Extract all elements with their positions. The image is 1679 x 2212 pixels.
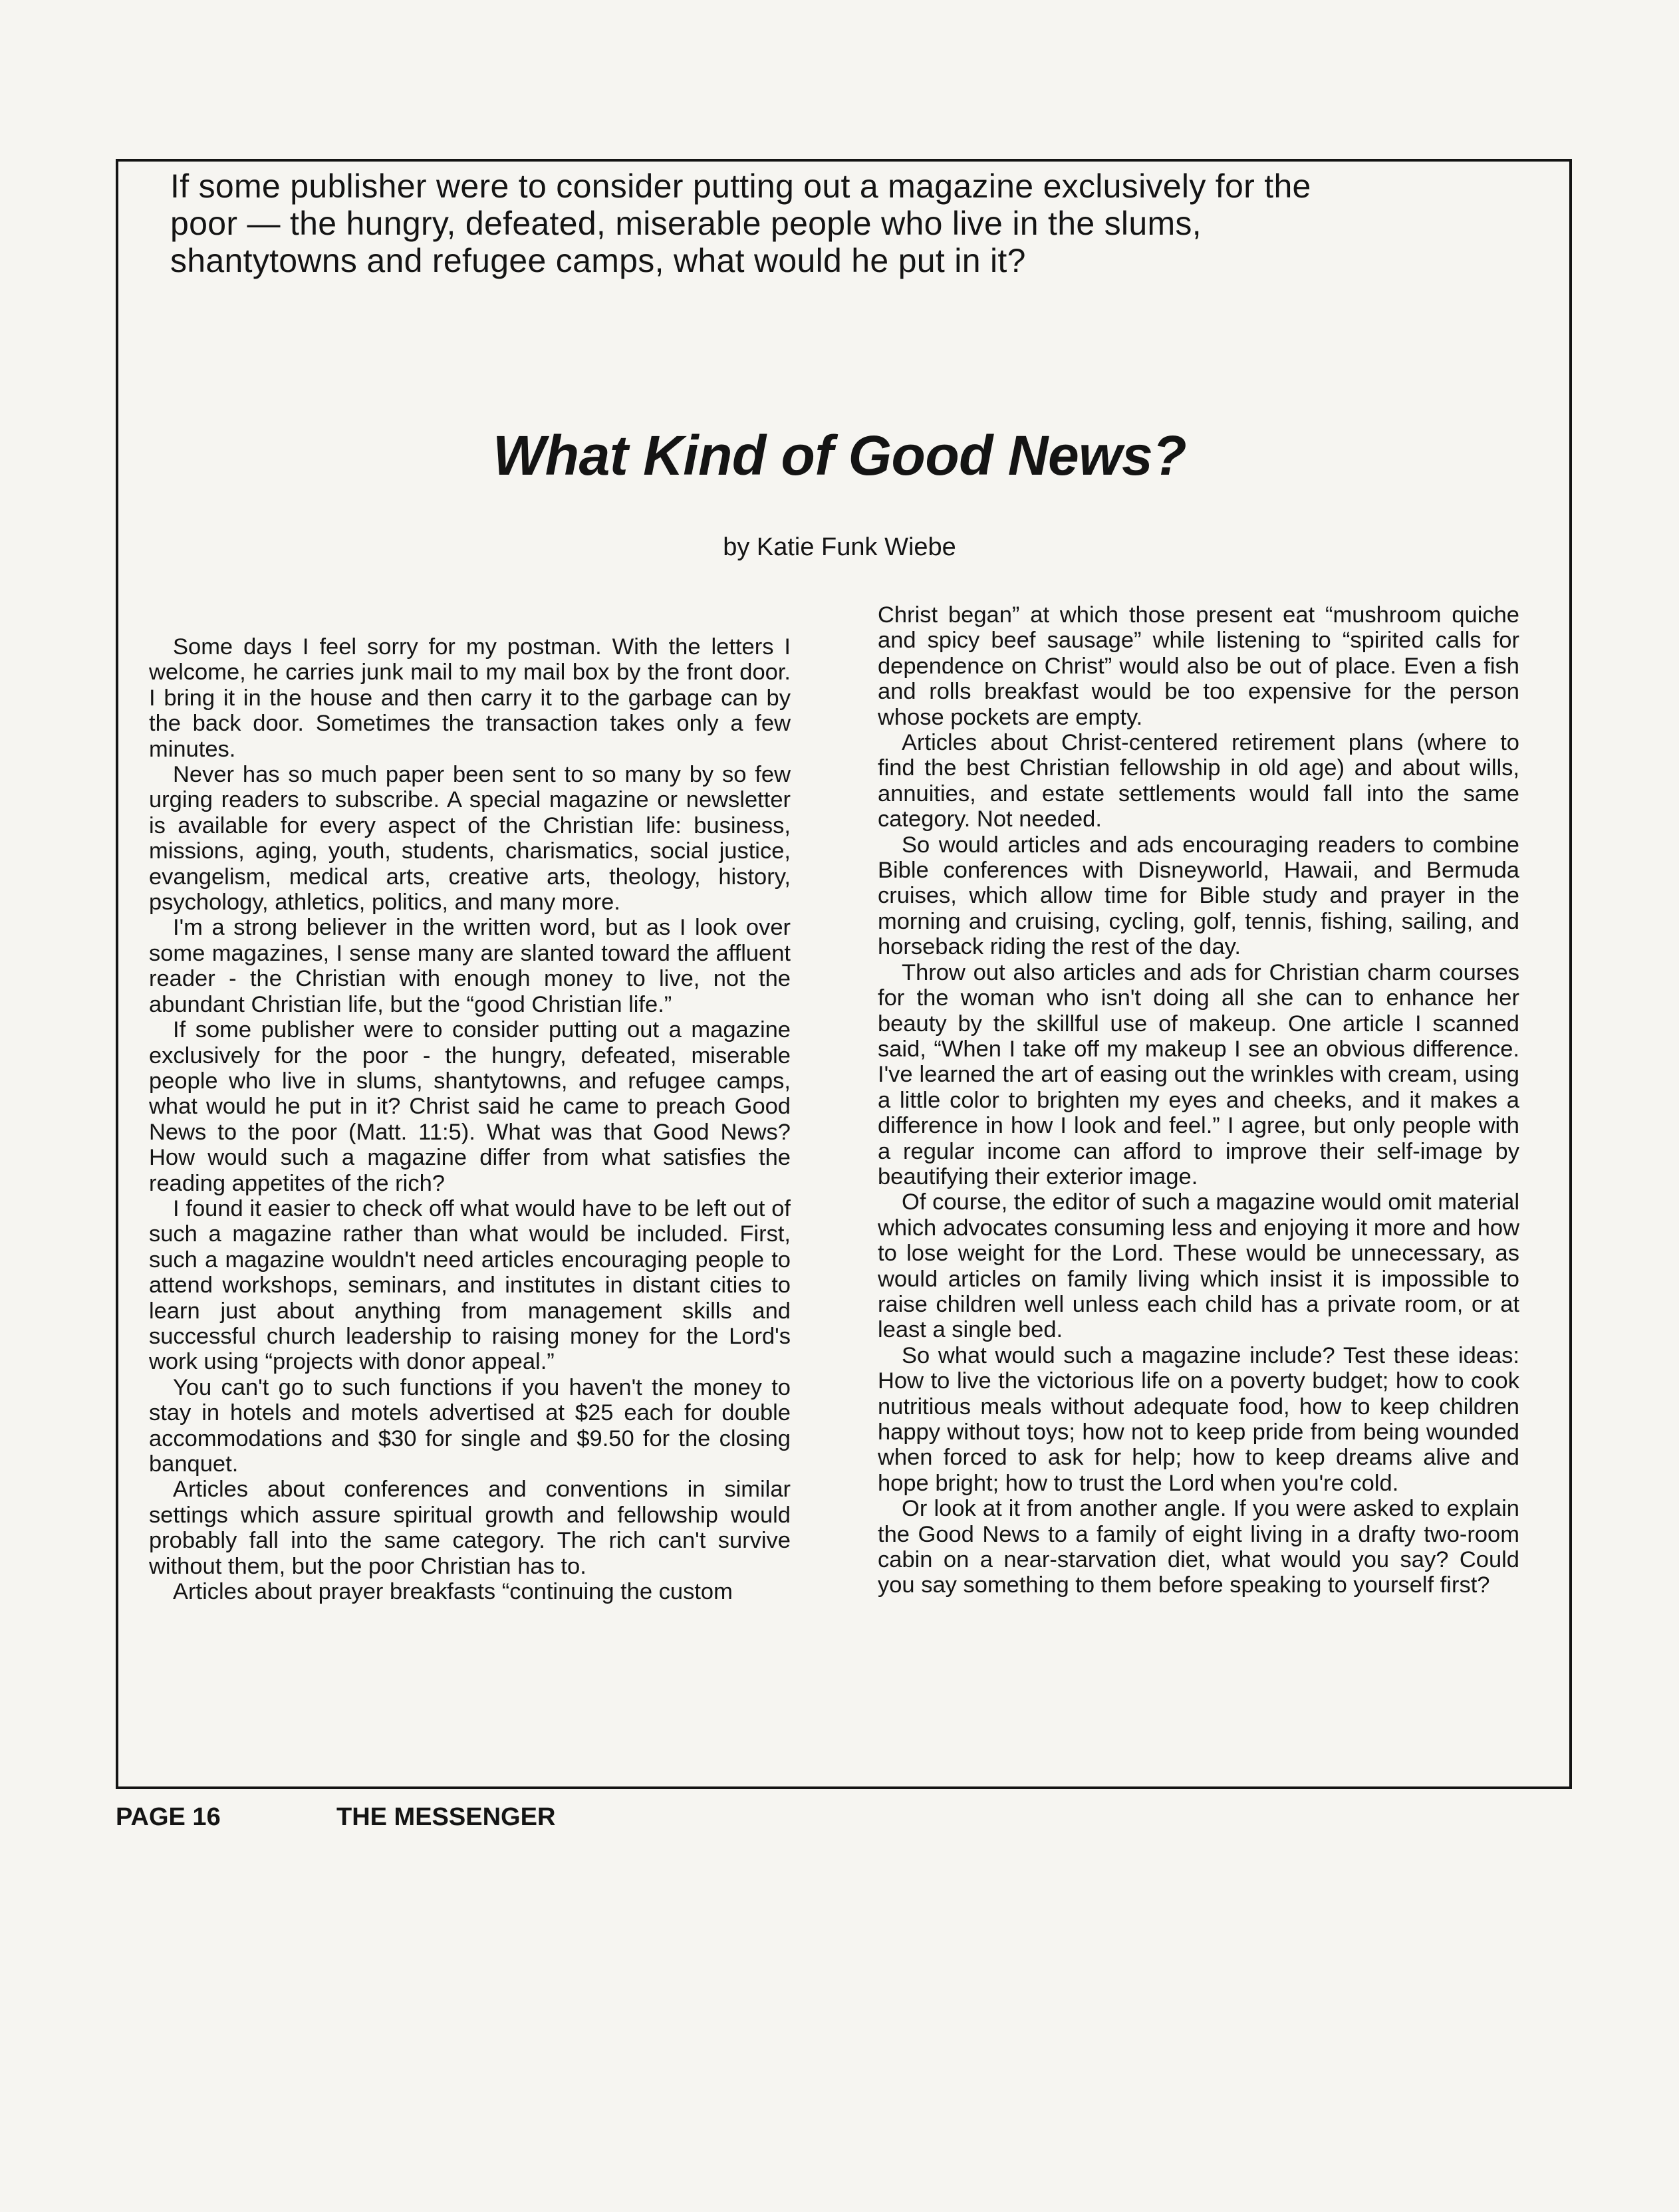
article-title: What Kind of Good News? xyxy=(492,424,1187,487)
paragraph: Christ began” at which those present eat “mushroom quiche and spicy beef sausage” while listening to “spirited calls for dependence on Christ” would also be out of place. Even a fish and rolls breakfast would be too expensive for the person whose pockets are empty. xyxy=(878,602,1519,730)
paragraph: If some publisher were to consider putting out a magazine exclusively for the poor - the hungry, defeated, miserable people who live in slums, shantytowns, and refugee camps, what would he put in it? Christ said he came to preach Good News to the poor (Matt. 11:5). What was that Good News? How would such a magazine differ from what satisfies the reading appetites of the rich? xyxy=(149,1017,791,1196)
paragraph: Articles about conferences and conventions in similar settings which assure spiritual growth and fellowship would probably fall into the same category. The rich can't survive without them, but the poor Christian has to. xyxy=(149,1477,791,1579)
paragraph: So what would such a magazine include? Test these ideas: How to live the victorious life on a poverty budget; how to cook nutritious meals without adequate food, how to keep children happy without toys; how not to keep pride from being wounded when forced to ask for help; how to keep dreams alive and hope bright; how to trust the Lord when you're cold. xyxy=(878,1342,1519,1496)
pull-quote: If some publisher were to consider putting out a magazine exclusively for the poor — the hungry, defeated, miserable people who live in the slums, shantytowns and refugee camps, what would he put in it? xyxy=(170,168,1311,279)
left-column xyxy=(149,634,791,1604)
article-byline: by Katie Funk Wiebe xyxy=(723,533,956,561)
paragraph: Some days I feel sorry for my postman. With the letters I welcome, he carries junk mail to my mail box by the front door. I bring it in the house and then carry it to the garbage can by the back door. Sometimes the transaction takes only a few minutes. xyxy=(149,634,791,762)
paragraph: Throw out also articles and ads for Christian charm courses for the woman who isn't doing all she can to enhance her beauty by the skillful use of makeup. One article I scanned said, “When I take off my makeup I see an obvious difference. I've learned the art of easing out the wrinkles with cream, using a little color to brighten my eyes and cheeks, and it makes a difference in how I look and feel.” I agree, but only people with a regular income can afford to improve their self-image by beautifying their exterior image. xyxy=(878,959,1519,1189)
right-column xyxy=(878,602,1519,1598)
paragraph: I'm a strong believer in the written word, but as I look over some magazines, I sense many are slanted toward the affluent reader - the Christian with enough money to live, not the abundant Christian life, but the “good Christian life.” xyxy=(149,915,791,1017)
paragraph: Or look at it from another angle. If you were asked to explain the Good News to a family of eight living in a drafty two-room cabin on a near-starvation diet, what would you say? Could you say something to them before speaking to yourself first? xyxy=(878,1496,1519,1598)
paragraph: So would articles and ads encouraging readers to combine Bible conferences with Disneyworld, Hawaii, and Bermuda cruises, which allow time for Bible study and prayer in the morning and cruising, cycling, golf, tennis, fishing, sailing, and horseback riding the rest of the day. xyxy=(878,832,1519,960)
page-number: PAGE 16 xyxy=(116,1803,221,1831)
paragraph: Articles about Christ-centered retirement plans (where to find the best Christian fellowship in old age) and about wills, annuities, and estate settlements would fall into the same category. Not needed. xyxy=(878,730,1519,832)
paragraph: Never has so much paper been sent to so many by so few urging readers to subscribe. A special magazine or newsletter is available for every aspect of the Christian life: business, missions, aging, youth, students, charismatics, social justice, evangelism, medical arts, creative arts, theology, history, psychology, athletics, politics, and many more. xyxy=(149,762,791,916)
magazine-name: THE MESSENGER xyxy=(336,1803,556,1831)
paragraph: You can't go to such functions if you haven't the money to stay in hotels and motels advertised at $25 each for double accommodations and $30 for single and $9.50 for the closing banquet. xyxy=(149,1374,791,1477)
paragraph: Articles about prayer breakfasts “continuing the custom xyxy=(173,1579,733,1605)
paragraph: Of course, the editor of such a magazine would omit material which advocates consuming less and enjoying it more and how to lose weight for the Lord. These would be unnecessary, as would articles on family living which insist it is impossible to raise children well unless each child has a private room, or at least a single bed. xyxy=(878,1189,1519,1343)
paragraph: I found it easier to check off what would have to be left out of such a magazine rather than what would be included. First, such a magazine wouldn't need articles encouraging people to attend workshops, seminars, and institutes in distant cities to learn just about anything from management skills and successful church leadership to raising money for the Lord's work using “projects with donor appeal.” xyxy=(149,1195,791,1375)
